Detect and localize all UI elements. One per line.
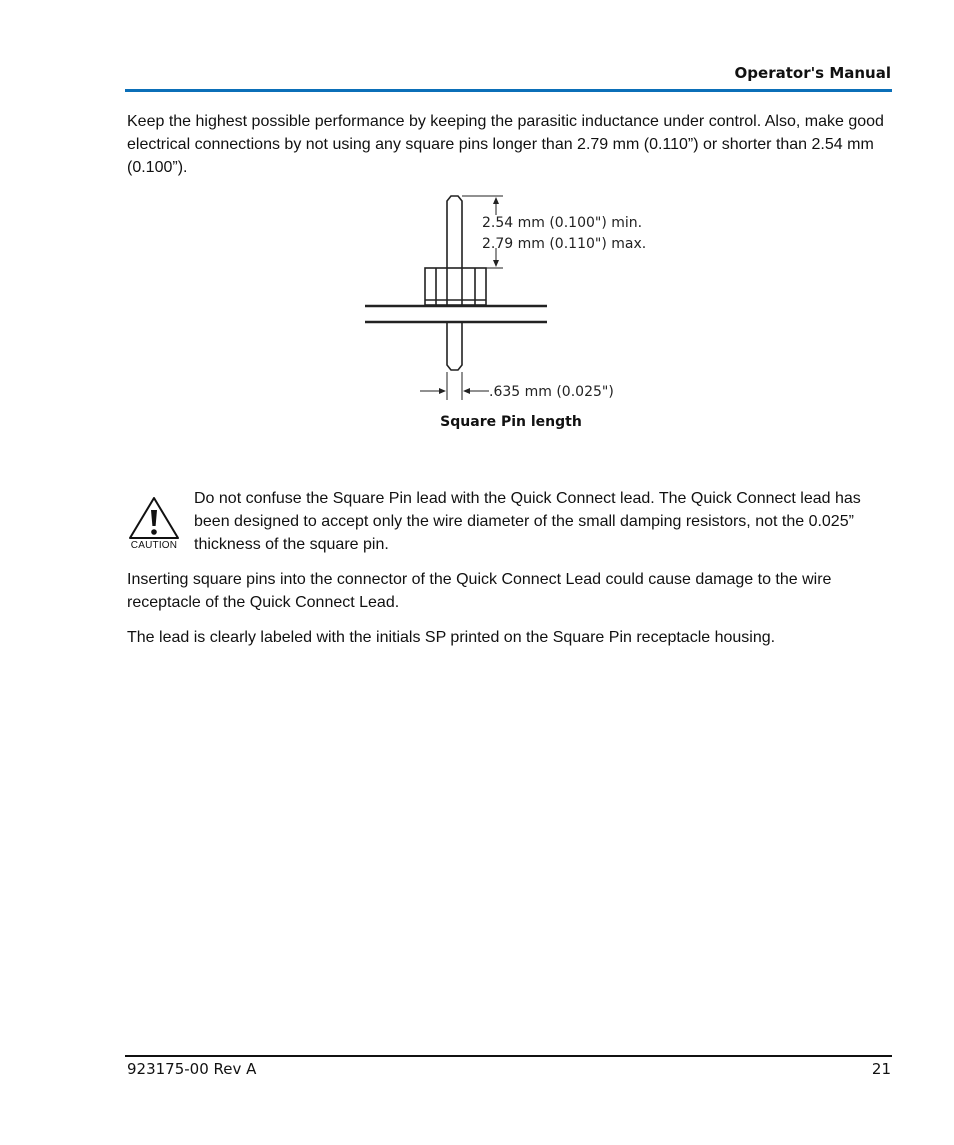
figure-caption: Square Pin length [440, 414, 582, 430]
header-rule [125, 89, 892, 92]
upper-pin [447, 196, 462, 268]
caution-label: CAUTION [130, 540, 178, 551]
caution-block [126, 494, 182, 554]
footer-page-number: 21 [871, 1060, 891, 1078]
intro-paragraph: Keep the highest possible performance by keeping the parasitic inductance under control. Also, make good electrical connections by not using any square pins longer than 2.79 mm (0.110”) or shorter than 2.54 mm (0.100”). [127, 113, 884, 176]
inserting-paragraph: Inserting square pins into the connector of the Quick Connect Lead could cause damage to the wire receptacle of the Quick Connect Lead. [127, 571, 832, 611]
square-pin-figure [355, 188, 655, 408]
labeling-paragraph: The lead is clearly labeled with the initials SP printed on the Square Pin receptacle housing. [127, 629, 776, 646]
dim-width-label: .635 mm (0.025") [489, 384, 614, 400]
warning-triangle-icon [126, 494, 182, 542]
footer-doc-number: 923175-00 Rev A [127, 1060, 257, 1078]
square-pin-diagram [355, 188, 655, 408]
page-header-title: Operator's Manual [734, 64, 891, 82]
dim-min-label: 2.54 mm (0.100") min. [482, 215, 643, 231]
caution-paragraph: Do not confuse the Square Pin lead with the Quick Connect lead. The Quick Connect lead has been designed to accept only the wire diameter of the small damping resistors, not the 0.025” thickness of the square pin. [194, 490, 861, 553]
lower-pin [447, 322, 462, 370]
footer-rule [125, 1055, 892, 1057]
dim-max-label: 2.79 mm (0.110") max. [482, 236, 647, 252]
